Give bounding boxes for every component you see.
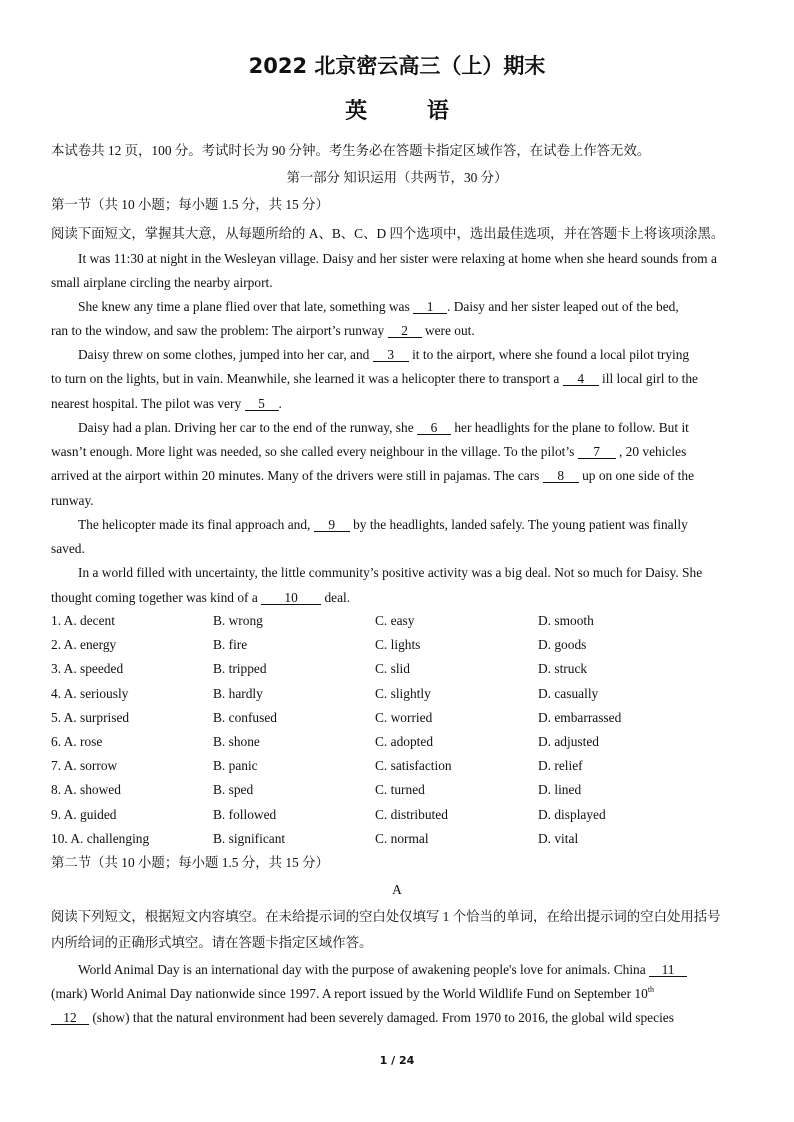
passage-text: World Animal Day is an international day with the purpose of awakening people's love for animals. China xyxy=(78,962,650,977)
option-c: C. worried xyxy=(375,709,433,725)
option-b: B. sped xyxy=(213,782,254,798)
passage-line: runway. xyxy=(51,493,94,508)
section1-instruction: 阅读下面短文，掌握其大意，从每题所给的 A、B、C、D 四个选项中，选出最佳选项，并在答题卡上将该项涂黑。 xyxy=(51,226,725,241)
passage-line xyxy=(78,347,755,363)
passage-text: were out. xyxy=(421,323,475,338)
option-row xyxy=(51,734,755,750)
option-d: D. struck xyxy=(538,661,588,677)
option-b: B. hardly xyxy=(213,685,263,701)
passage-line xyxy=(51,323,755,339)
blank-10: 10 xyxy=(261,591,321,605)
passage-text: , 20 vehicles xyxy=(615,444,687,459)
passage-text: her headlights for the plane to follow. But it xyxy=(451,420,689,435)
section2-instruction: 阅读下列短文，根据短文内容填空。在未给提示词的空白处仅填写 1 个恰当的单词，在给出提示词的空白处用括号 xyxy=(51,909,721,924)
option-c: C. normal xyxy=(375,830,429,846)
option-b: B. shone xyxy=(213,734,260,749)
blank-8: 8 xyxy=(543,469,579,483)
blank-2: 2 xyxy=(388,324,422,338)
blank-12: 12 xyxy=(51,1011,89,1025)
passage-text: (mark) World Animal Day nationwide since 1997. A report issued by the World Wildlife Fund on September 10 xyxy=(51,986,648,1001)
passage-text: ran to the window, and saw the problem: The airport’s runway xyxy=(51,323,388,338)
page-number: 1 / 24 xyxy=(379,1054,415,1067)
passage-line: small airplane circling the nearby airport. xyxy=(51,275,273,290)
passage-line xyxy=(78,517,755,533)
option-a: 4. A. seriously xyxy=(51,685,129,701)
passage-text: thought coming together was kind of a xyxy=(51,590,262,605)
option-a: 6. A. rose xyxy=(51,734,103,749)
blank-9: 9 xyxy=(314,518,350,532)
blank-6: 6 xyxy=(417,421,451,435)
passage-text: it to the airport, where she found a local pilot trying xyxy=(408,347,690,362)
option-b: B. panic xyxy=(213,758,258,774)
option-row xyxy=(51,782,755,798)
option-row xyxy=(51,686,755,702)
passage-text: . xyxy=(278,396,282,411)
option-c: C. turned xyxy=(375,782,425,798)
option-b: B. followed xyxy=(213,806,277,822)
blank-3: 3 xyxy=(373,348,409,362)
passage-text: . Daisy and her sister leaped out of the bed, xyxy=(447,299,679,314)
passage-line xyxy=(78,420,755,436)
option-row xyxy=(51,637,755,653)
blank-5: 5 xyxy=(245,397,279,411)
passage-line xyxy=(51,396,755,412)
option-b: B. fire xyxy=(213,637,248,653)
passage-line xyxy=(51,590,755,606)
option-c: C. satisfaction xyxy=(375,758,452,774)
passage-line xyxy=(78,962,755,978)
option-d: D. casually xyxy=(538,685,599,701)
section2-instruction: 内所给词的正确形式填空。请在答题卡指定区域作答。 xyxy=(51,935,373,950)
passage-text: She knew any time a plane flied over that late, something was xyxy=(78,299,414,314)
passage-text: The helicopter made its final approach and, xyxy=(78,517,314,532)
option-a: 3. A. speeded xyxy=(51,661,124,677)
option-a: 7. A. sorrow xyxy=(51,758,118,774)
option-a: 8. A. showed xyxy=(51,782,121,798)
passage-text: ill local girl to the xyxy=(598,371,698,386)
passage-line xyxy=(51,1010,755,1026)
superscript: th xyxy=(647,985,655,994)
option-c: C. distributed xyxy=(375,806,448,822)
option-row xyxy=(51,613,755,629)
option-d: D. adjusted xyxy=(538,734,599,749)
option-d: D. relief xyxy=(538,758,583,774)
passage-text: Daisy had a plan. Driving her car to the end of the runway, she xyxy=(78,420,417,435)
option-row xyxy=(51,758,755,774)
option-a: 1. A. decent xyxy=(51,613,115,628)
exam-title: 2022 北京密云高三（上）期末 xyxy=(248,54,546,78)
option-d: D. embarrassed xyxy=(538,709,622,725)
option-b: B. tripped xyxy=(213,661,267,677)
passage-line xyxy=(78,299,755,315)
subject-title: 英 语 xyxy=(345,99,475,124)
passage-text: arrived at the airport within 20 minutes. Many of the drivers were still in pajamas. The cars xyxy=(51,468,543,483)
blank-4: 4 xyxy=(563,372,599,386)
option-d: D. goods xyxy=(538,637,587,653)
option-b: B. significant xyxy=(213,830,286,846)
passage-line: It was 11:30 at night in the Wesleyan village. Daisy and her sister were relaxing at home when she heard sounds from a xyxy=(78,251,717,266)
passage-text: Daisy threw on some clothes, jumped into her car, and xyxy=(78,347,373,362)
option-c: C. lights xyxy=(375,637,421,653)
passage-text: nearest hospital. The pilot was very xyxy=(51,396,245,411)
option-a: 5. A. surprised xyxy=(51,709,130,725)
option-a: 2. A. energy xyxy=(51,637,117,653)
passage-text: deal. xyxy=(321,590,351,605)
passage-text: (show) that the natural environment had been severely damaged. From 1970 to 2016, the global wild species xyxy=(89,1010,674,1025)
passage-line xyxy=(51,444,755,460)
section2-heading: 第二节（共 10 小题；每小题 1.5 分，共 15 分） xyxy=(51,855,329,870)
option-a: 10. A. challenging xyxy=(51,830,150,846)
passage-line xyxy=(51,986,755,1002)
exam-intro: 本试卷共 12 页，100 分。考试时长为 90 分钟。考生务必在答题卡指定区域作答，在试卷上作答无效。 xyxy=(51,143,651,158)
option-row xyxy=(51,831,755,847)
option-row xyxy=(51,661,755,677)
option-d: D. vital xyxy=(538,830,579,846)
section2-label: A xyxy=(392,882,402,897)
option-d: D. displayed xyxy=(538,806,606,822)
option-c: C. slid xyxy=(375,661,410,677)
passage-line xyxy=(51,468,755,484)
blank-11: 11 xyxy=(649,963,687,977)
option-d: D. lined xyxy=(538,782,582,798)
option-d: D. smooth xyxy=(538,613,594,628)
option-b: B. confused xyxy=(213,709,277,725)
passage-text: wasn’t enough. More light was needed, so she called every neighbour in the village. To the pilot’s xyxy=(51,444,578,459)
option-row xyxy=(51,807,755,823)
option-row xyxy=(51,710,755,726)
option-c: C. easy xyxy=(375,613,415,628)
option-c: C. adopted xyxy=(375,734,434,749)
passage-line: In a world filled with uncertainty, the little community’s positive activity was a big deal. Not so much for Daisy. She xyxy=(78,565,703,580)
passage-text: to turn on the lights, but in vain. Meanwhile, she learned it was a helicopter there to transport a xyxy=(51,371,563,386)
passage-line: saved. xyxy=(51,541,85,556)
passage-text: up on one side of the xyxy=(578,468,695,483)
part1-heading: 第一部分 知识运用（共两节，30 分） xyxy=(286,170,508,185)
passage-line xyxy=(51,371,755,387)
blank-7: 7 xyxy=(578,445,616,459)
option-b: B. wrong xyxy=(213,613,263,628)
passage-text: by the headlights, landed safely. The young patient was finally xyxy=(349,517,688,532)
option-a: 9. A. guided xyxy=(51,806,117,822)
section1-heading: 第一节（共 10 小题；每小题 1.5 分，共 15 分） xyxy=(51,197,329,212)
blank-1: 1 xyxy=(413,300,447,314)
option-c: C. slightly xyxy=(375,685,431,701)
